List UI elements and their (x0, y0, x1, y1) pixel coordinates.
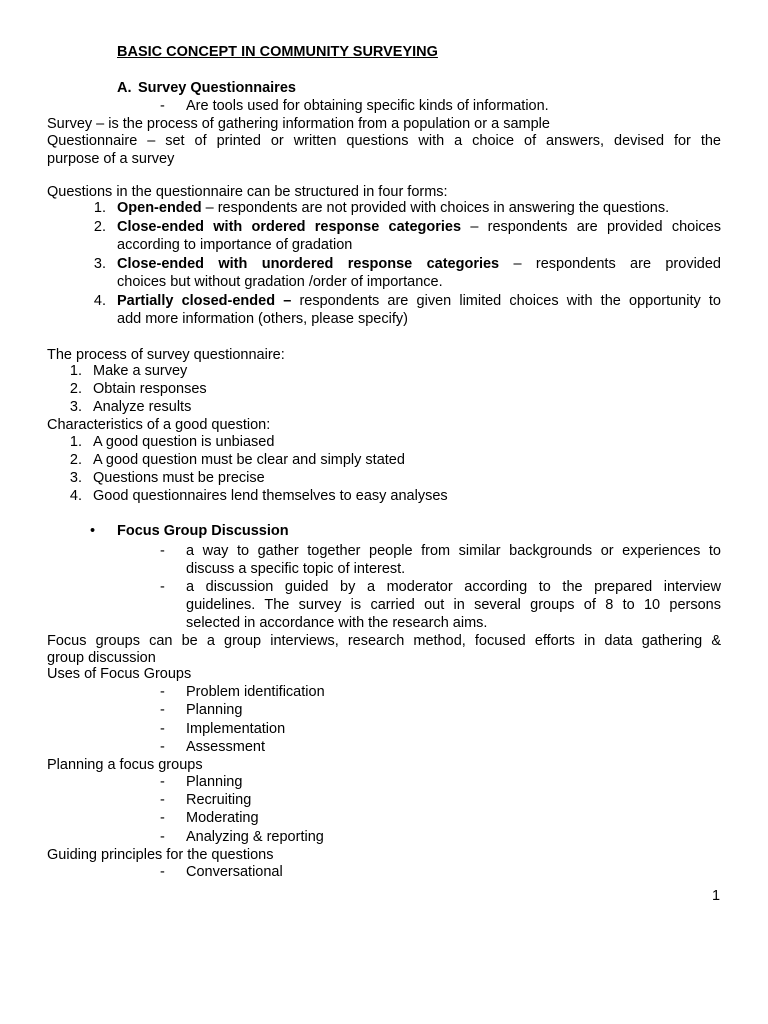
dash-marker: - (160, 543, 165, 559)
bullet-icon: • (90, 523, 96, 539)
characteristic-3-number: 3. (69, 470, 82, 486)
survey-definition: Survey – is the process of gathering information from a population or a sample (47, 116, 550, 132)
forms-intro: Questions in the questionnaire can be structured in four forms: (47, 184, 448, 200)
dash-marker: - (160, 829, 165, 845)
form-3-description: – respondents are provided (499, 256, 721, 272)
dash-marker: - (160, 579, 165, 595)
focus-para-line1: Focus groups can be a group interviews, research method, focused efforts in data gathering & (47, 633, 721, 649)
fgd-item1-line1: a way to gather together people from similar backgrounds or experiences to (186, 543, 721, 559)
planning-intro: Planning a focus groups (47, 757, 203, 773)
characteristic-2-number: 2. (69, 452, 82, 468)
form-4-term: Partially closed-ended – (117, 293, 292, 309)
use-item: Problem identification (186, 684, 325, 700)
form-3-continuation: choices but without gradation /order of importance. (117, 274, 443, 290)
form-4-number: 4. (93, 293, 106, 309)
characteristic-1-number: 1. (69, 434, 82, 450)
characteristic-3: Questions must be precise (93, 470, 265, 486)
guiding-item: Conversational (186, 864, 283, 880)
page-number: 1 (712, 888, 721, 904)
section-a-title: Survey Questionnaires (138, 80, 296, 96)
form-1-description: – respondents are not provided with choices in answering the questions. (201, 200, 670, 216)
planning-item: Planning (186, 774, 243, 790)
process-3: Analyze results (93, 399, 192, 415)
form-3-term: Close-ended with unordered response categories (117, 256, 500, 272)
tool-definition: Are tools used for obtaining specific kinds of information. (186, 98, 549, 114)
characteristic-4: Good questionnaires lend themselves to easy analyses (93, 488, 448, 504)
guiding-intro: Guiding principles for the questions (47, 847, 274, 863)
characteristic-4-number: 4. (69, 488, 82, 504)
form-1-number: 1. (93, 200, 106, 216)
focus-para-line2: group discussion (47, 650, 156, 666)
process-3-number: 3. (69, 399, 82, 415)
fgd-item2-line3: selected in accordance with the research aims. (186, 615, 488, 631)
form-2-description: – respondents are provided choices (461, 219, 721, 235)
form-4 (117, 292, 721, 310)
form-3-number: 3. (93, 256, 106, 272)
dash-marker: - (160, 684, 165, 700)
form-4-continuation: add more information (others, please specify) (117, 311, 408, 327)
characteristic-2: A good question must be clear and simply stated (93, 452, 405, 468)
form-2-continuation: according to importance of gradation (117, 237, 353, 253)
dash-marker: - (160, 810, 165, 826)
section-a-heading (117, 79, 768, 97)
dash-marker: - (160, 864, 165, 880)
process-1: Make a survey (93, 363, 188, 379)
process-2-number: 2. (69, 381, 82, 397)
fgd-item2-line1: a discussion guided by a moderator according to the prepared interview (186, 579, 721, 595)
planning-item: Recruiting (186, 792, 252, 808)
uses-intro: Uses of Focus Groups (47, 666, 192, 682)
fgd-item1-line2: discuss a specific topic of interest. (186, 561, 406, 577)
form-1-term: Open-ended (117, 200, 202, 216)
use-item: Assessment (186, 739, 265, 755)
document-title: BASIC CONCEPT IN COMMUNITY SURVEYING (117, 44, 438, 60)
process-2: Obtain responses (93, 381, 207, 397)
dash-marker: - (160, 98, 165, 114)
form-1 (117, 199, 721, 217)
planning-item: Moderating (186, 810, 259, 826)
planning-item: Analyzing & reporting (186, 829, 324, 845)
fgd-item2-line2: guidelines. The survey is carried out in several groups of 8 to 10 persons (186, 597, 721, 613)
form-4-description: respondents are given limited choices with the opportunity to (291, 293, 721, 309)
use-item: Implementation (186, 721, 286, 737)
dash-marker: - (160, 774, 165, 790)
process-intro: The process of survey questionnaire: (47, 347, 285, 363)
questionnaire-definition-line1: Questionnaire – set of printed or written questions with a choice of answers, devised for the (47, 133, 721, 149)
use-item: Planning (186, 702, 243, 718)
characteristics-intro: Characteristics of a good question: (47, 417, 271, 433)
form-2-number: 2. (93, 219, 106, 235)
dash-marker: - (160, 792, 165, 808)
questionnaire-definition-line2: purpose of a survey (47, 151, 175, 167)
form-2-term: Close-ended with ordered response categories (117, 219, 462, 235)
form-2 (117, 218, 721, 236)
dash-marker: - (160, 739, 165, 755)
process-1-number: 1. (69, 363, 82, 379)
characteristic-1: A good question is unbiased (93, 434, 275, 450)
section-a-label: A. (117, 80, 132, 96)
dash-marker: - (160, 721, 165, 737)
dash-marker: - (160, 702, 165, 718)
form-3 (117, 255, 721, 273)
fgd-heading: Focus Group Discussion (117, 523, 289, 539)
